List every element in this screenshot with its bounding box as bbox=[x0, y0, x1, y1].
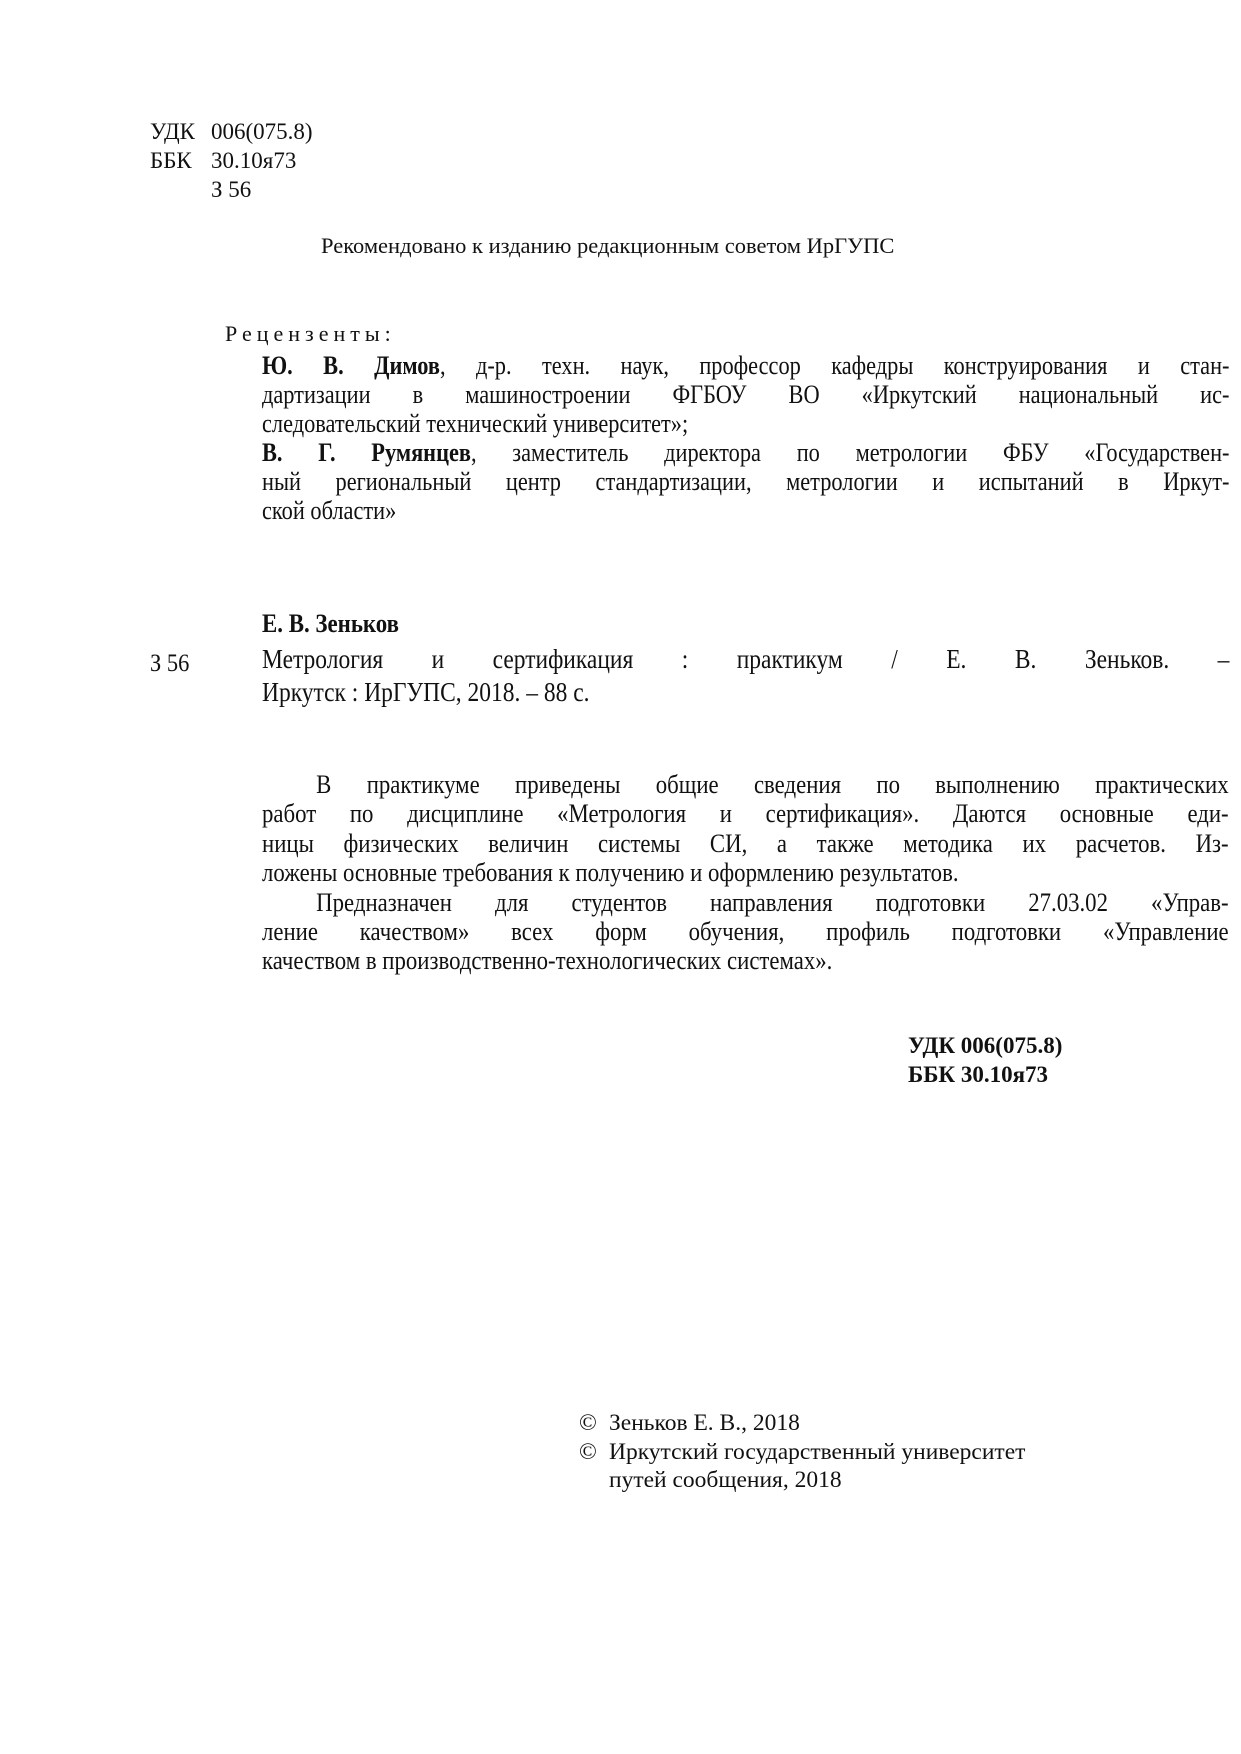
book-author: Е. В. Зеньков bbox=[262, 609, 400, 638]
reviewer-2-line-2: ный региональный центр стандартизации, метрологии и испытаний в Иркут- bbox=[262, 467, 1230, 496]
footer-bbk: ББК 30.10я73 bbox=[908, 1062, 1049, 1087]
bbk-label: ББК bbox=[150, 148, 192, 173]
recommendation-statement: Рекомендовано к изданию редакционным советом ИрГУПС bbox=[321, 233, 895, 258]
copyright-block bbox=[579, 1409, 1025, 1495]
abstract-p1-line-4: ложены основные требования к получению и оформлению результатов. bbox=[262, 857, 959, 888]
footer-udk: УДК 006(075.8) bbox=[908, 1033, 1063, 1058]
abstract-p1-line-3: ницы физических величин системы СИ, а также методика их расчетов. Из- bbox=[262, 827, 1229, 858]
copyright-line-3: путей сообщения, 2018 bbox=[609, 1467, 842, 1493]
footer-classification-codes bbox=[908, 1031, 1062, 1089]
reviewer-1-name: Ю. В. Димов bbox=[262, 351, 440, 380]
copyright-line-2: © Иркутский государственный университет bbox=[579, 1438, 1026, 1465]
bib-line-2: Иркутск : ИрГУПС, 2018. – 88 с. bbox=[262, 677, 590, 707]
reviewer-1-line-1: Ю. В. Димов, д-р. техн. наук, профессор кафедры конструирования и стан- bbox=[262, 351, 1230, 380]
copyright-icon: © bbox=[579, 1438, 597, 1465]
author-mark: З 56 bbox=[211, 177, 252, 202]
reviewer-1-line-2: дартизации в машиностроении ФГБОУ ВО «Иркутский национальный ис- bbox=[262, 380, 1230, 409]
abstract-p1-line-1: В практикуме приведены общие сведения по выполнению практических bbox=[316, 769, 1229, 799]
udk-row bbox=[150, 117, 313, 146]
bibliographic-description bbox=[262, 643, 1229, 709]
bbk-value: 30.10я73 bbox=[211, 148, 297, 173]
copyright-icon: © bbox=[579, 1410, 597, 1436]
reviewer-2-line-3: ской области» bbox=[262, 496, 397, 525]
bibliographic-code: З 56 bbox=[150, 648, 190, 677]
abstract-p2-line-2: ление качеством» всех форм обучения, профиль подготовки «Управление bbox=[262, 915, 1229, 946]
abstract bbox=[262, 770, 1229, 976]
reviewers-list bbox=[262, 351, 1229, 525]
reviewers-label: Рецензенты: bbox=[225, 321, 396, 346]
abstract-p2-line-1: Предназначен для студентов направления подготовки 27.03.02 «Управ- bbox=[316, 886, 1229, 917]
reviewer-2-line-1: В. Г. Румянцев, заместитель директора по метрологии ФБУ «Государствен- bbox=[262, 438, 1230, 467]
udk-value: 006(075.8) bbox=[211, 119, 313, 144]
copyright-line-1: © Зеньков Е. В., 2018 bbox=[579, 1410, 800, 1436]
bib-line-1: Метрология и сертификация : практикум / Е. В. Зеньков. – bbox=[262, 644, 1230, 674]
reviewer-1-line-3: следовательский технический университет»; bbox=[262, 409, 689, 438]
bbk-row bbox=[150, 146, 313, 175]
header-classification-codes bbox=[150, 117, 313, 204]
abstract-p1-line-2: работ по дисциплине «Метрология и сертификация». Даются основные еди- bbox=[262, 798, 1229, 829]
author-mark-row bbox=[150, 175, 313, 204]
udk-label: УДК bbox=[150, 119, 195, 144]
reviewer-2-name: В. Г. Румянцев bbox=[262, 438, 471, 467]
abstract-p2-line-3: качеством в производственно-технологических системах». bbox=[262, 945, 833, 976]
